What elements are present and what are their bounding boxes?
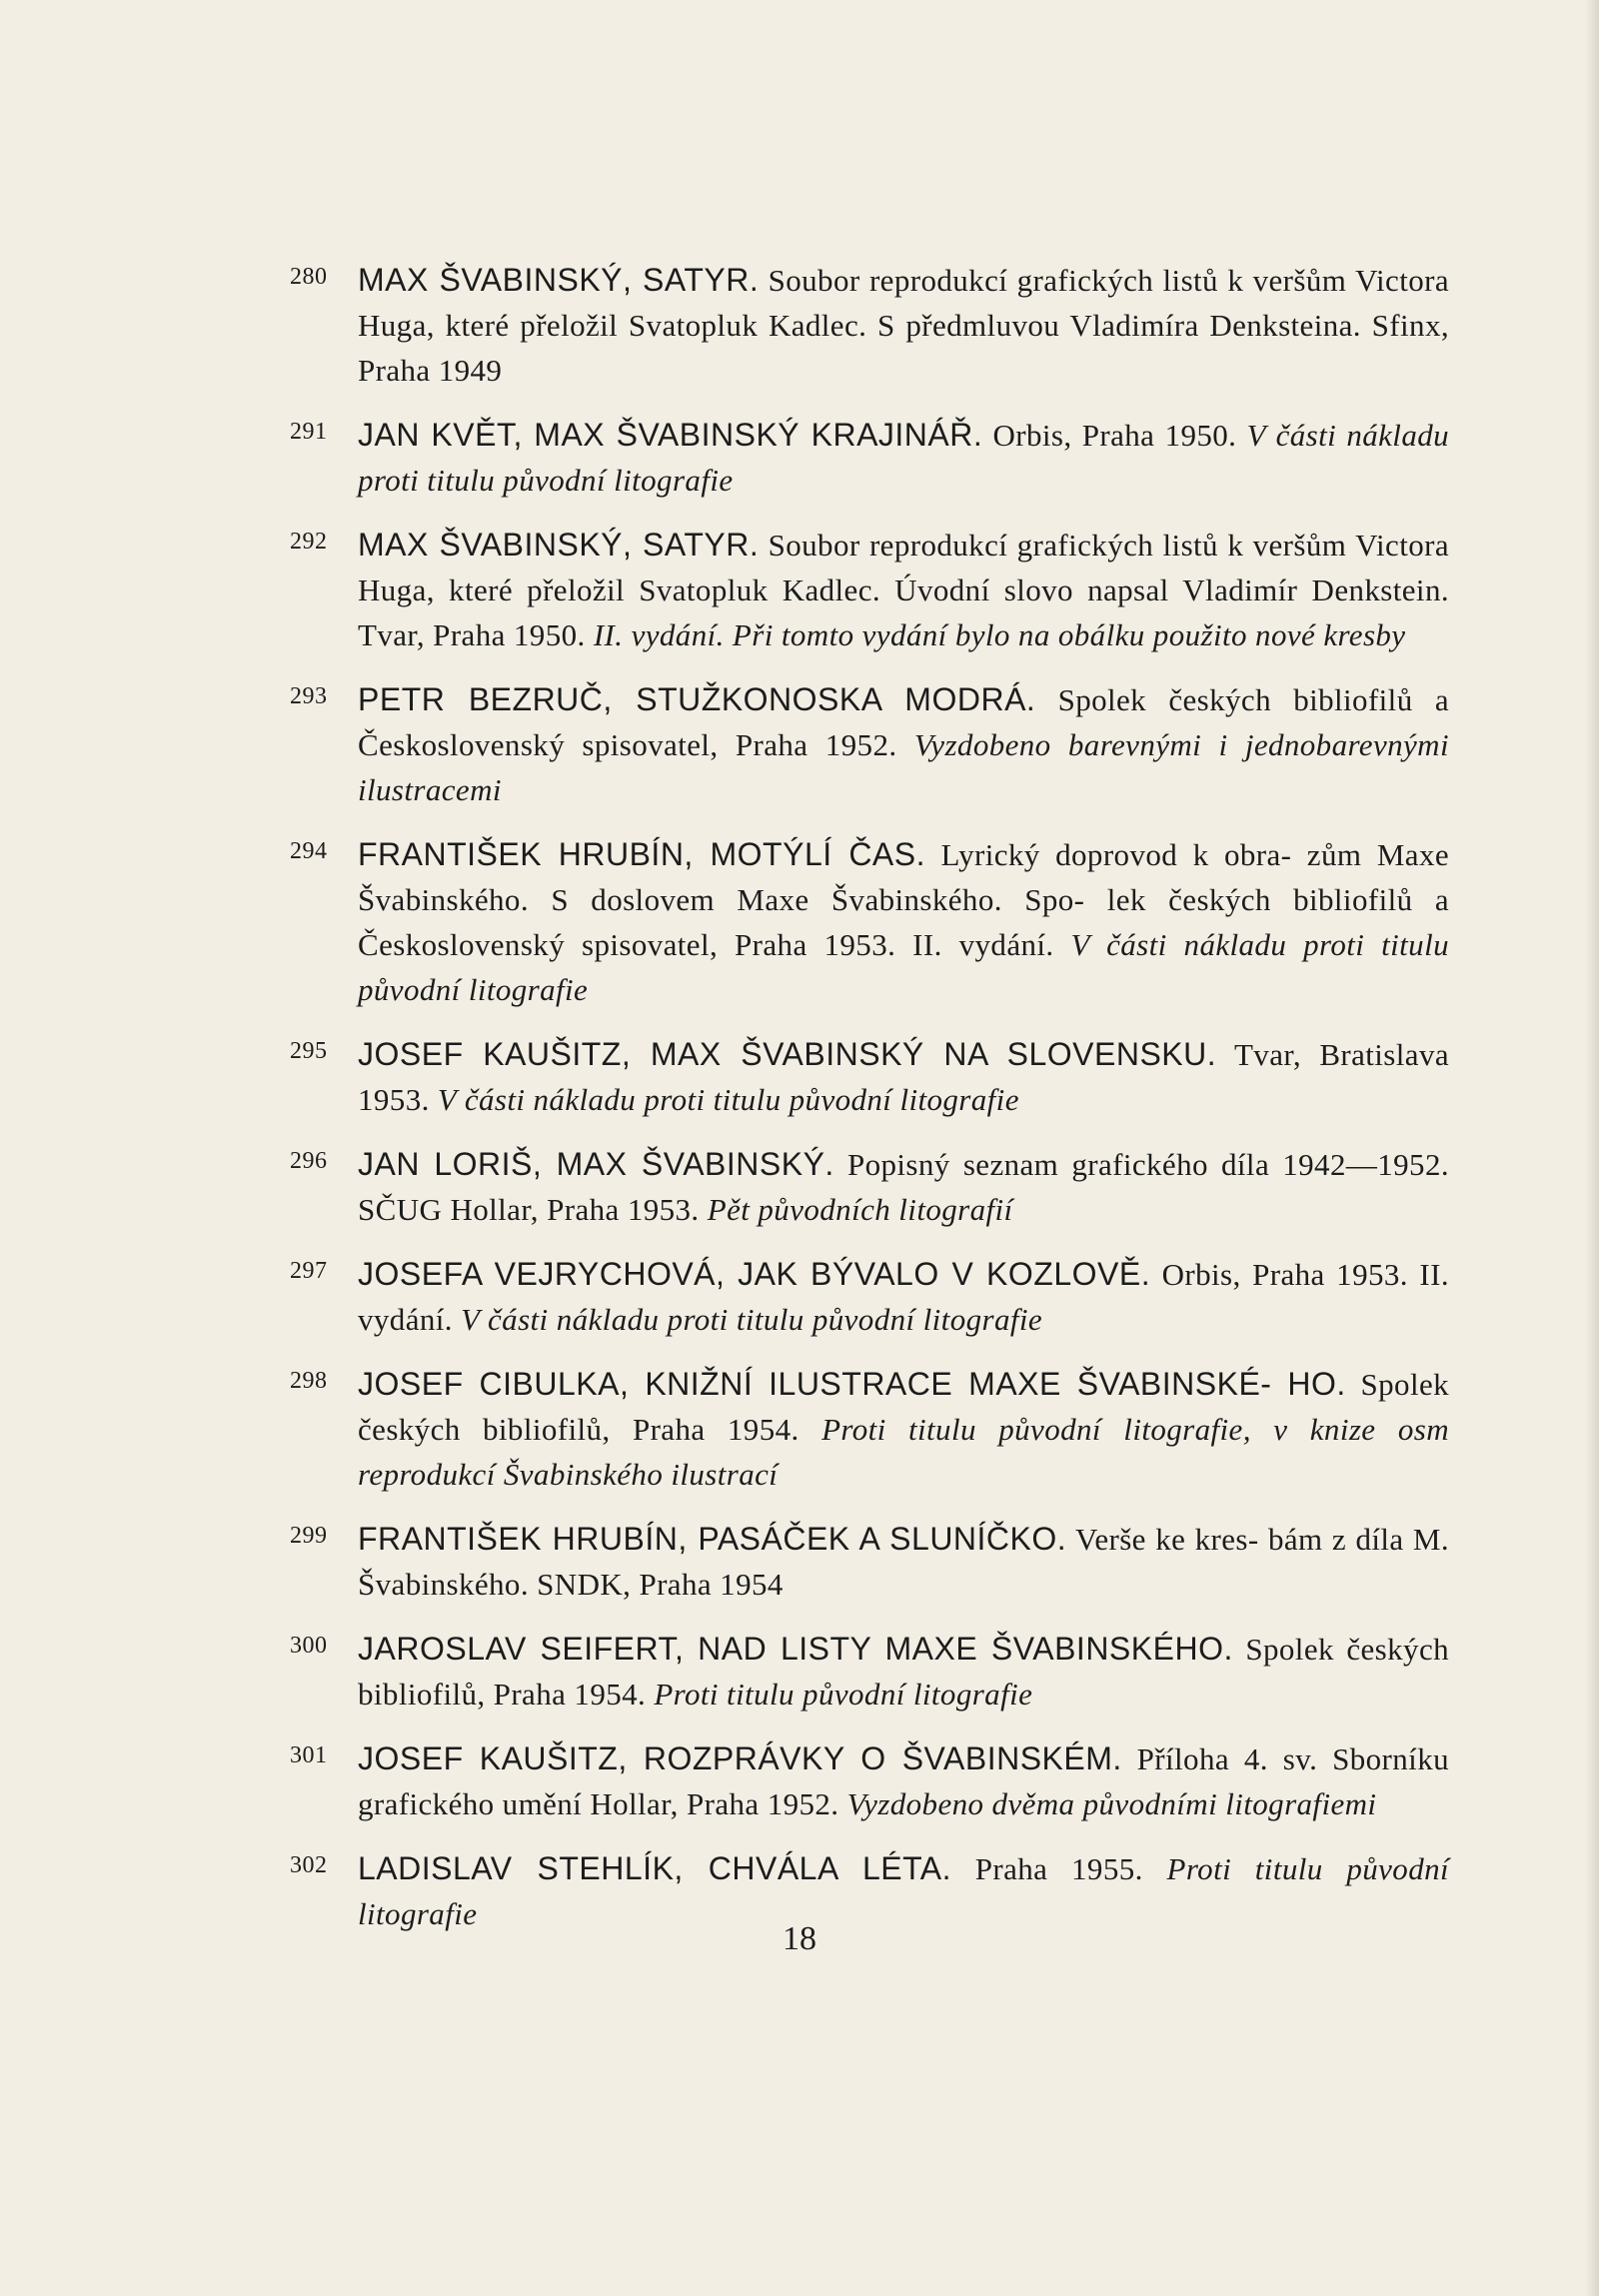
entry-number: 300: [290, 1633, 328, 1659]
entry-text: [358, 1032, 1449, 1122]
entry-title: JOSEF CIBULKA, KNIŽNÍ ILUSTRACE MAXE ŠVABINSKÉ‑ HO.: [358, 1366, 1346, 1402]
entry-title: LADISLAV STEHLÍK, CHVÁLA LÉTA.: [358, 1850, 952, 1886]
entry-title: JOSEF KAUŠITZ, ROZPRÁVKY O ŠVABINSKÉM.: [358, 1740, 1122, 1776]
entry-number: 293: [290, 683, 328, 709]
entry-note: Vyzdobeno barevnými i jednobarevnými ilustracemi: [358, 727, 1449, 807]
entry-title: JAN LORIŠ, MAX ŠVABINSKÝ.: [358, 1146, 834, 1182]
entry-text: [358, 677, 1449, 812]
entry-body: Soubor reprodukcí grafických listů k veršům Victora Huga, které přeložil Svatopluk Kadlec. Úvodní slovo napsal Vladimír Denkstein. Tvar, Praha 1950.: [358, 528, 1449, 652]
entry-number: 295: [290, 1038, 328, 1064]
entry-body: Verše ke kres‑ bám z díla M. Švabinského. SNDK, Praha 1954: [358, 1522, 1450, 1602]
entry-note: V části nákladu proti titulu původní litografie: [358, 418, 1450, 498]
entry-title: MAX ŠVABINSKÝ, SATYR.: [358, 527, 760, 563]
bibliography-list: [290, 258, 1449, 1956]
entry-note: V části nákladu proti titulu původní litografie: [358, 927, 1449, 1007]
entry-title: FRANTIŠEK HRUBÍN, MOTÝLÍ ČAS.: [358, 836, 926, 872]
entry-number: 292: [290, 529, 328, 555]
entry-text: [358, 1252, 1449, 1342]
entry-text: [358, 832, 1449, 1012]
entry-body: Orbis, Praha 1953. II. vydání.: [358, 1257, 1450, 1337]
entry-text: [358, 258, 1449, 393]
entry-title: PETR BEZRUČ, STUŽKONOSKA MODRÁ.: [358, 681, 1036, 717]
entry-text: [358, 1736, 1449, 1826]
entry-body: Příloha 4. sv. Sborníku grafického umění Hollar, Praha 1952.: [358, 1741, 1449, 1821]
entry-body: Spolek českých bibliofilů, Praha 1954.: [358, 1632, 1450, 1712]
entry-number: 302: [290, 1852, 328, 1878]
entry-body: Soubor reprodukcí grafických listů k veršům Victora Huga, které přeložil Svatopluk Kadlec. S předmluvou Vladimíra Denksteina. Sfinx, Praha 1949: [358, 263, 1449, 388]
entry-title: JAROSLAV SEIFERT, NAD LISTY MAXE ŠVABINSKÉHO.: [358, 1631, 1233, 1667]
entry-note: Proti titulu původní litografie: [358, 1851, 1450, 1931]
entry-title: JAN KVĚT, MAX ŠVABINSKÝ KRAJINÁŘ.: [358, 417, 983, 453]
entry-text: [358, 1362, 1449, 1497]
entry-text: [358, 523, 1449, 657]
bibliography-entry: [290, 1252, 1449, 1342]
bibliography-entry: [290, 413, 1449, 503]
bibliography-entry: [290, 1362, 1449, 1497]
entry-note: Vyzdobeno dvěma původními litografiemi: [846, 1786, 1377, 1821]
entry-title: FRANTIŠEK HRUBÍN, PASÁČEK A SLUNÍČKO.: [358, 1521, 1067, 1557]
bibliography-entry: [290, 523, 1449, 657]
entry-number: 297: [290, 1258, 328, 1284]
bibliography-entry: [290, 1032, 1449, 1122]
entry-body: Orbis, Praha 1950.: [992, 418, 1237, 453]
entry-text: [358, 1627, 1449, 1717]
bibliography-entry: [290, 677, 1449, 812]
entry-text: [358, 1142, 1449, 1232]
entry-body: Popisný seznam grafického díla 1942—1952. SČUG Hollar, Praha 1953.: [358, 1147, 1450, 1227]
entry-note: II. vydání. Při tomto vydání bylo na obálku použito nové kresby: [593, 617, 1406, 652]
entry-number: 294: [290, 838, 328, 864]
entry-body: Tvar, Bratislava 1953.: [358, 1037, 1450, 1117]
entry-note: Proti titulu původní litografie: [654, 1677, 1033, 1712]
page-number: 18: [783, 1920, 816, 1957]
entry-text: [358, 1517, 1449, 1607]
entry-title: JOSEFA VEJRYCHOVÁ, JAK BÝVALO V KOZLOVĚ.: [358, 1256, 1151, 1292]
entry-note: Proti titulu původní litografie, v knize osm reprodukcí Švabinského ilustrací: [358, 1412, 1450, 1492]
entry-body: Spolek českých bibliofilů, Praha 1954.: [358, 1367, 1450, 1447]
bibliography-entry: [290, 1627, 1449, 1717]
entry-number: 301: [290, 1742, 328, 1768]
bibliography-entry: [290, 1517, 1449, 1607]
entry-text: [358, 413, 1449, 503]
entry-number: 299: [290, 1523, 328, 1549]
entry-number: 280: [290, 264, 328, 290]
entry-number: 298: [290, 1368, 328, 1394]
entry-number: 291: [290, 419, 328, 445]
bibliography-entry: [290, 1142, 1449, 1232]
bibliography-entry: [290, 832, 1449, 1012]
entry-body: Praha 1955.: [974, 1851, 1143, 1886]
entry-title: JOSEF KAUŠITZ, MAX ŠVABINSKÝ NA SLOVENSKU.: [358, 1036, 1217, 1072]
entry-note: V části nákladu proti titulu původní litografie: [437, 1082, 1019, 1117]
bibliography-entry: [290, 1736, 1449, 1826]
entry-note: Pět původních litografií: [707, 1192, 1013, 1227]
entry-body: Spolek českých bibliofilů a Československý spisovatel, Praha 1952.: [358, 682, 1450, 762]
entry-body: Lyrický doprovod k obra‑ zům Maxe Švabinského. S doslovem Maxe Švabinského. Spo‑ lek českých bibliofilů a Československý spisovatel, Praha 1953. II. vydání.: [358, 837, 1449, 962]
entry-number: 296: [290, 1148, 328, 1174]
bibliography-entry: [290, 258, 1449, 393]
entry-title: MAX ŠVABINSKÝ, SATYR.: [358, 262, 760, 298]
entry-note: V části nákladu proti titulu původní litografie: [461, 1302, 1043, 1337]
